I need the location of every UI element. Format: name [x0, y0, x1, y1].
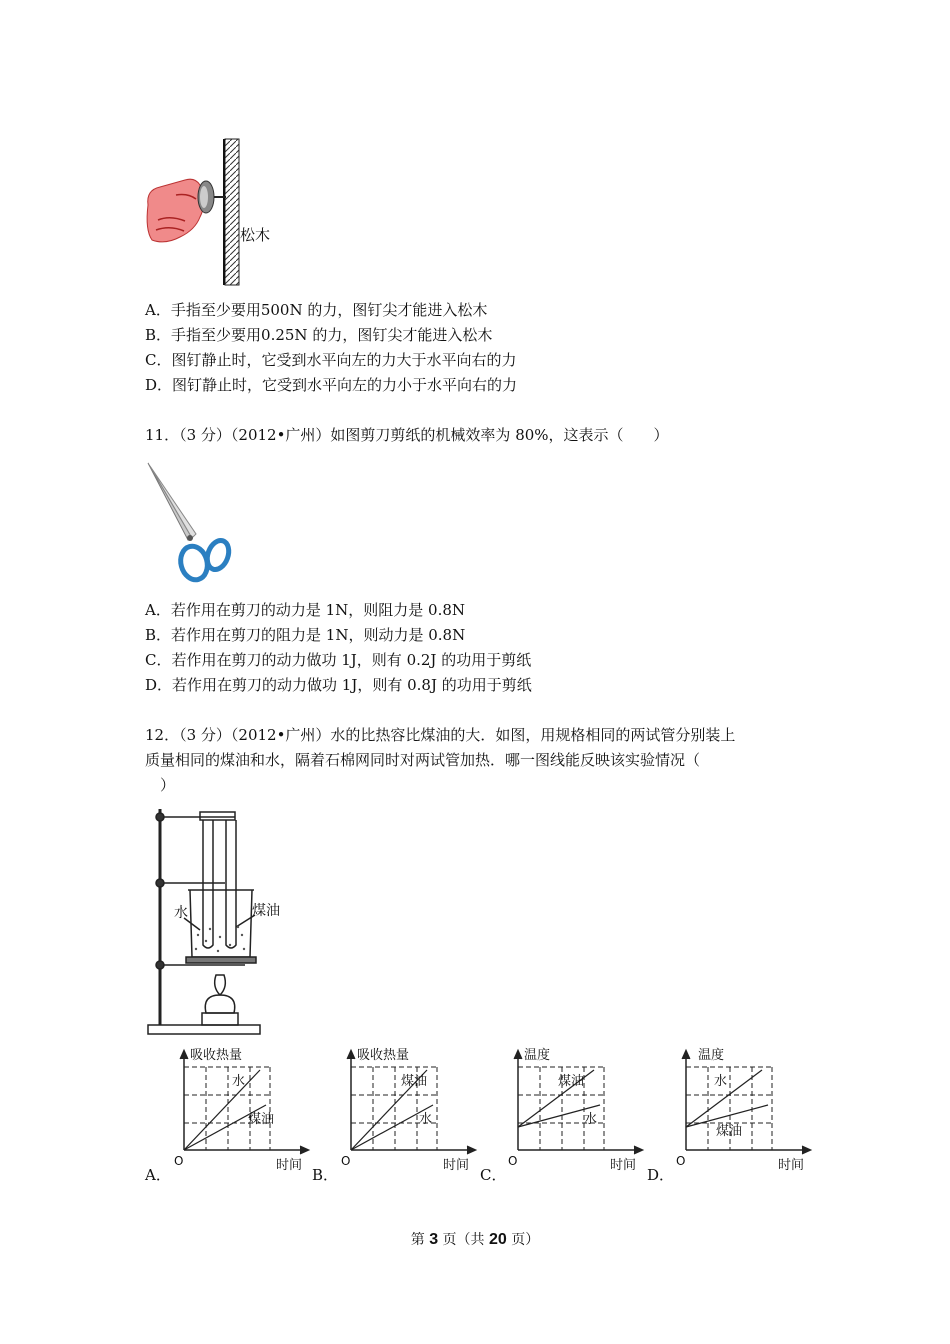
- footer-page-number: 3: [429, 1231, 439, 1248]
- footer-total-pages: 20: [489, 1231, 507, 1248]
- thumbtack-figure: [140, 135, 290, 290]
- graph-d[interactable]: [670, 1045, 815, 1175]
- graph-b-upper-label: 煤油: [401, 1074, 428, 1089]
- footer-middle: 页（共: [438, 1232, 489, 1248]
- graph-b-lower-label: 水: [419, 1112, 433, 1127]
- q12-stem-line3: ）: [160, 776, 176, 794]
- graph-b[interactable]: [335, 1045, 480, 1175]
- q11-option-b[interactable]: B．若作用在剪刀的阻力是 1N，则动力是 0.8N: [145, 626, 466, 644]
- q11-stem: 11．（3 分）（2012•广州）如图剪刀剪纸的机械效率为 80%，这表示（ ）: [145, 426, 669, 444]
- graph-a-letter[interactable]: A．: [145, 1166, 171, 1184]
- q10-option-b[interactable]: B．手指至少要用0.25N 的力，图钉尖才能进入松木: [145, 326, 493, 344]
- q10-option-a[interactable]: A．手指至少要用500N 的力，图钉尖才能进入松木: [145, 301, 488, 319]
- q10-option-c[interactable]: C．图钉静止时，它受到水平向左的力大于水平向右的力: [145, 351, 517, 369]
- graph-b-ylabel: 吸收热量: [357, 1048, 410, 1063]
- scissors-icon: [140, 458, 240, 588]
- hand-icon: [147, 179, 204, 242]
- graph-c-upper-label: 煤油: [558, 1074, 585, 1089]
- apparatus-water-label: 水: [174, 905, 188, 921]
- q12-stem-line2: 质量相同的煤油和水，隔着石棉网同时对两试管加热．哪一图线能反映该实验情况（: [145, 751, 701, 769]
- graph-d-ylabel: 温度: [698, 1048, 725, 1063]
- apparatus-kerosene-label: 煤油: [252, 903, 280, 919]
- footer-prefix: 第: [410, 1232, 430, 1248]
- graph-d-lower-label: 煤油: [716, 1124, 743, 1139]
- graph-d-letter[interactable]: D．: [647, 1166, 675, 1184]
- graph-d-origin: O: [676, 1154, 686, 1168]
- graph-a-upper-label: 水: [232, 1074, 246, 1089]
- q11-option-d[interactable]: D．若作用在剪刀的动力做功 1J，则有 0.8J 的功用于剪纸: [145, 676, 532, 694]
- graph-a-lower-label: 煤油: [248, 1112, 275, 1127]
- graph-b-xlabel: 时间: [443, 1158, 470, 1173]
- graph-c-letter[interactable]: C．: [480, 1166, 507, 1184]
- graph-c-ylabel: 温度: [524, 1048, 551, 1063]
- footer-suffix: 页）: [506, 1232, 540, 1248]
- graph-c-xlabel: 时间: [610, 1158, 637, 1173]
- graph-b-letter[interactable]: B．: [312, 1166, 339, 1184]
- thumbtack-icon: [198, 181, 226, 213]
- page-footer: [0, 1229, 950, 1249]
- graph-c-origin: O: [508, 1154, 518, 1168]
- graph-d-upper-label: 水: [714, 1074, 728, 1089]
- graph-d-xlabel: 时间: [778, 1158, 805, 1173]
- wood-label: 松木: [240, 226, 271, 244]
- graph-b-origin: O: [341, 1154, 351, 1168]
- q12-stem-line1: 12．（3 分）（2012•广州）水的比热容比煤油的大．如图，用规格相同的两试管分别装上: [145, 726, 736, 744]
- graph-c-lower-label: 水: [584, 1112, 598, 1127]
- q11-option-a[interactable]: A．若作用在剪刀的动力是 1N，则阻力是 0.8N: [145, 601, 466, 619]
- graph-a-ylabel: 吸收热量: [190, 1048, 243, 1063]
- heating-apparatus-figure: [140, 805, 300, 1040]
- graph-a-origin: O: [174, 1154, 184, 1168]
- q11-option-c[interactable]: C．若作用在剪刀的动力做功 1J，则有 0.2J 的功用于剪纸: [145, 651, 532, 669]
- graph-c[interactable]: [502, 1045, 647, 1175]
- q10-option-d[interactable]: D．图钉静止时，它受到水平向左的力小于水平向右的力: [145, 376, 518, 394]
- graph-a[interactable]: [168, 1045, 313, 1175]
- wood-wall: [225, 139, 239, 285]
- graph-a-xlabel: 时间: [276, 1158, 303, 1173]
